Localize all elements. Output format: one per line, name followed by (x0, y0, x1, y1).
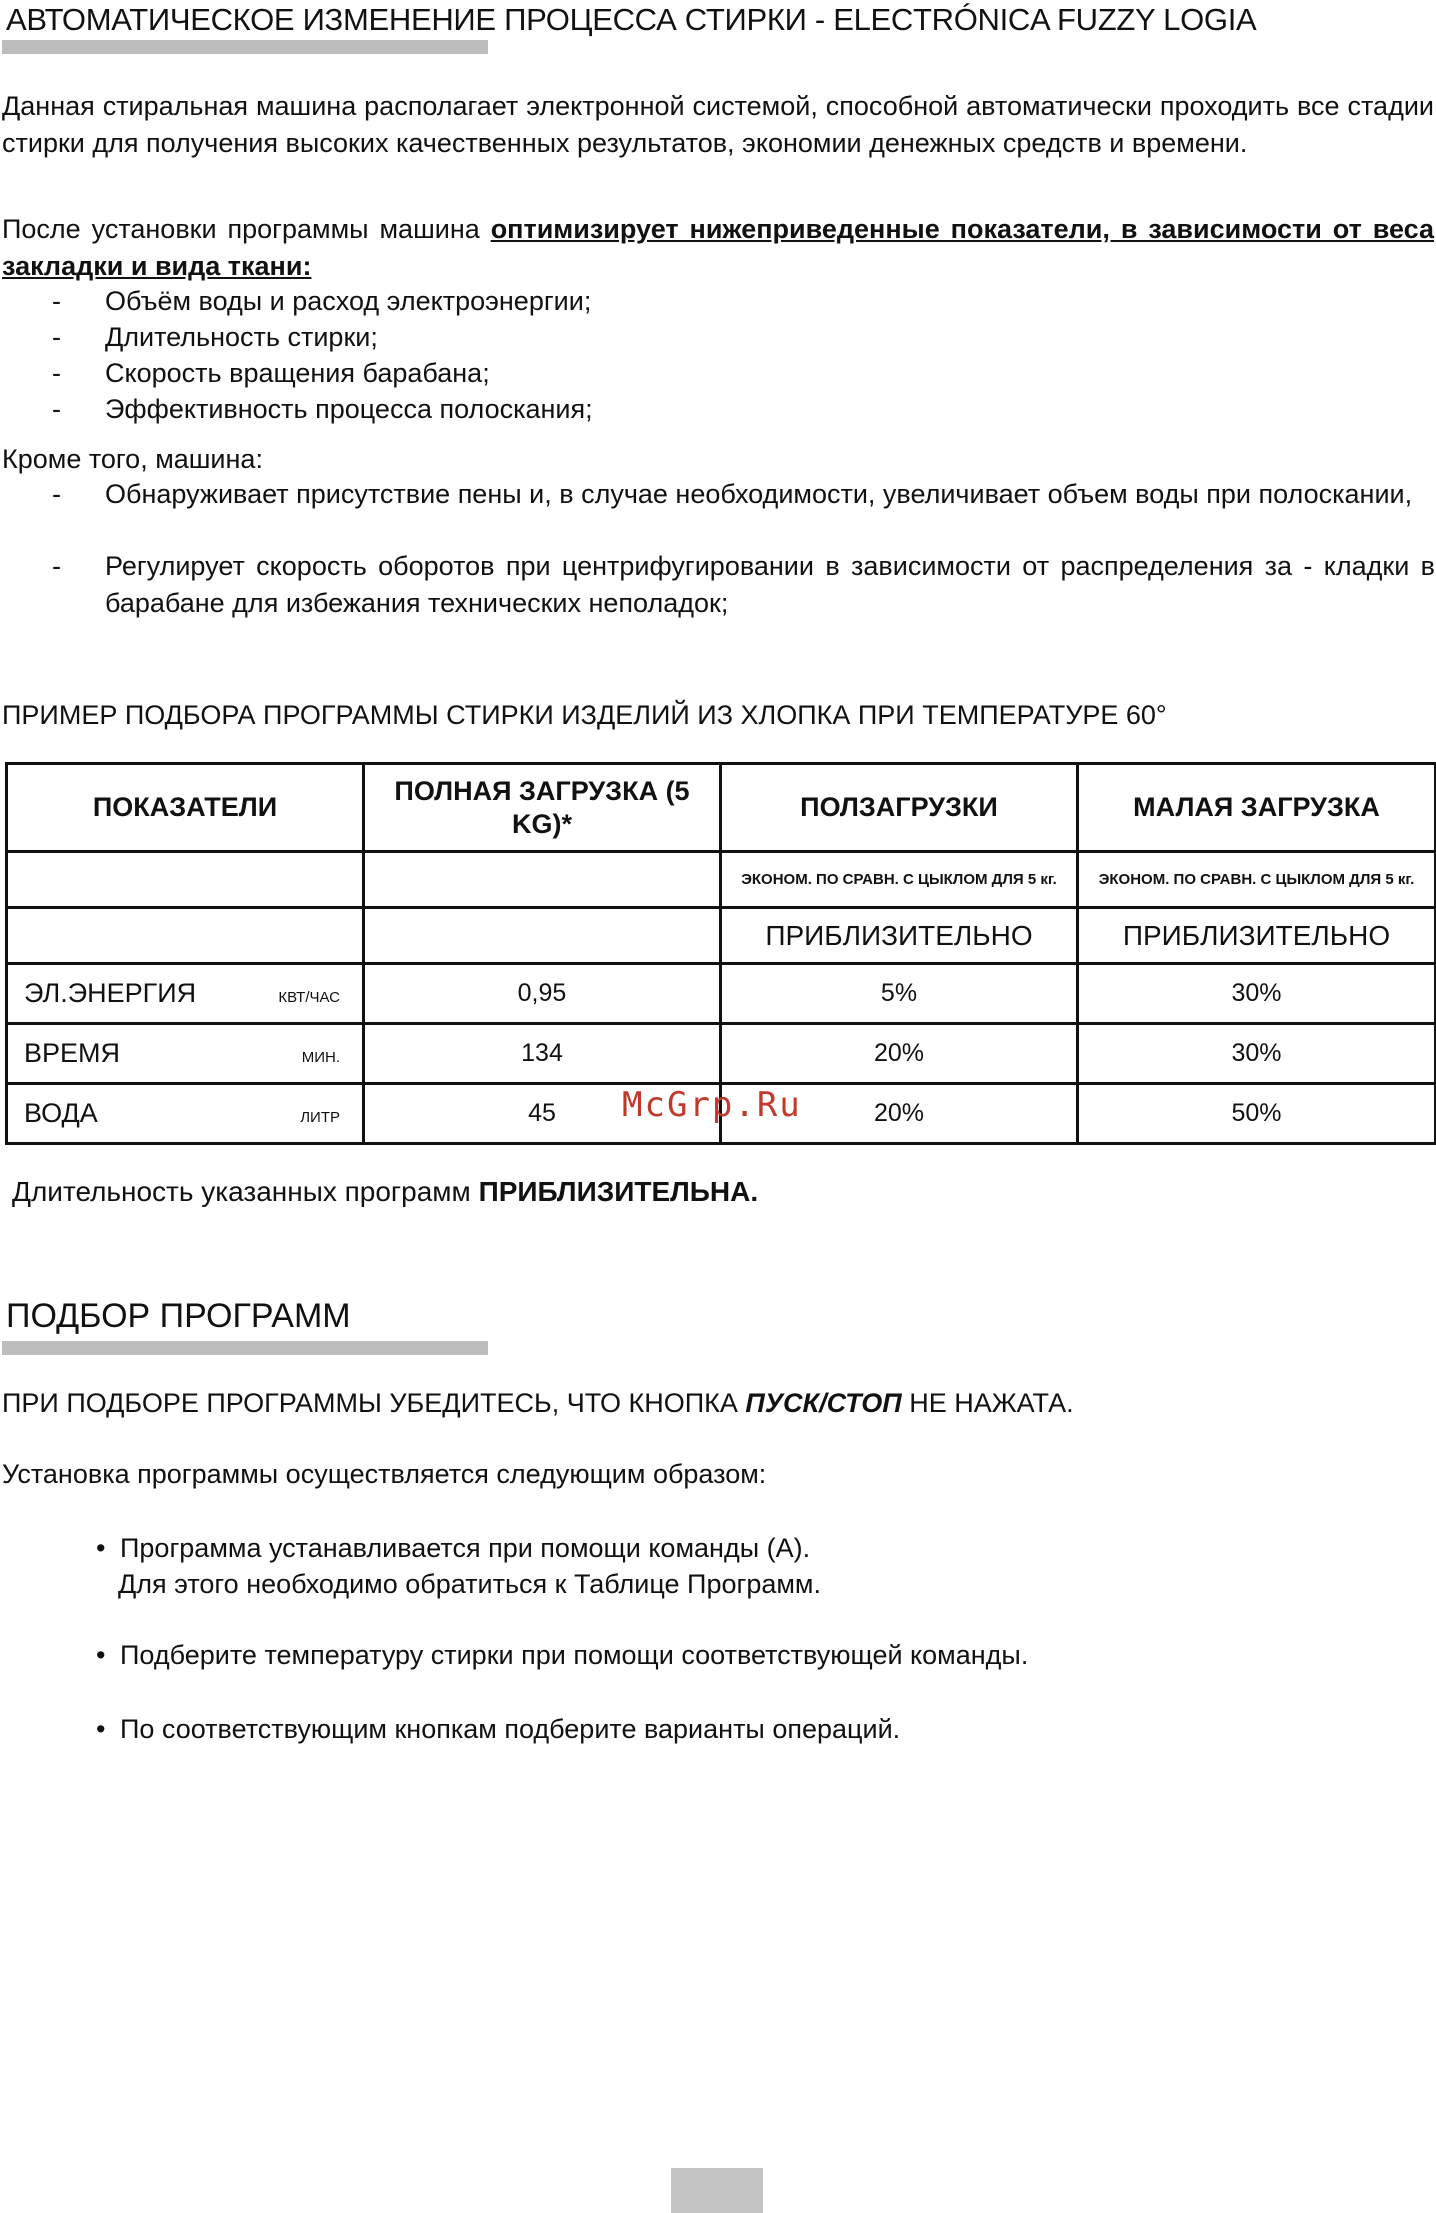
heading-underline-bar (2, 1341, 488, 1355)
approx-small: ПРИБЛИЗИТЕЛЬНО (1078, 908, 1436, 964)
duration-note (12, 1176, 758, 1208)
list-dash: - (52, 479, 61, 509)
table-cell (7, 852, 364, 908)
heading-underline-bar (2, 40, 488, 54)
approx-half: ПРИБЛИЗИТЕЛЬНО (721, 908, 1078, 964)
row-unit: КВТ/ЧАС (278, 988, 340, 1006)
bullet-glyph: • (96, 1533, 106, 1563)
list-dash: - (52, 394, 61, 424)
setup-instructions: Установка программы осуществляется следующим образом: (2, 1459, 767, 1489)
econ-note-small: ЭКОНОМ. ПО СРАВН. С ЦЫКЛОМ ДЛЯ 5 кг. (1078, 852, 1436, 908)
bullet-glyph: • (96, 1714, 106, 1744)
row-label-time (7, 1024, 364, 1084)
small-load-value: 30% (1078, 964, 1436, 1024)
table-row (7, 852, 1436, 908)
header-full-load: ПОЛНАЯ ЗАГРУЗКА (5 KG)* (364, 764, 721, 852)
list-item: Регулирует скорость оборотов при центрифугировании в зависимости от распределения за - кладки в барабане для избежания технических неполадок; (105, 551, 1435, 618)
table-header-row (7, 764, 1436, 852)
list-dash: - (52, 358, 61, 388)
bullet-item-continuation: Для этого необходимо обратиться к Таблице Программ. (118, 1569, 821, 1599)
section-heading-fuzzy-logic: АВТОМАТИЧЕСКОЕ ИЗМЕНЕНИЕ ПРОЦЕССА СТИРКИ - ELECTRÓNICA FUZZY LOGIA (6, 2, 1257, 37)
table-cell (7, 908, 364, 964)
warning-text-end: НЕ НАЖАТА. (901, 1388, 1074, 1418)
section-heading-program-selection: ПОДБОР ПРОГРАММ (6, 1297, 351, 1335)
header-half-load: ПОЛЗАГРУЗКИ (721, 764, 1078, 852)
start-stop-button-name: ПУСК/СТОП (745, 1388, 902, 1418)
list-item: Обнаруживает присутствие пены и, в случае необходимости, увеличивает объем воды при полоскании, (105, 479, 1413, 509)
list-dash: - (52, 286, 61, 316)
bullet-item: Программа устанавливается при помощи команды (A). (120, 1533, 811, 1563)
table-cell (364, 852, 721, 908)
table-cell (364, 908, 721, 964)
half-load-value: 5% (721, 964, 1078, 1024)
duration-note-text: Длительность указанных программ (12, 1176, 479, 1207)
also-paragraph: Кроме того, машина: (2, 444, 263, 474)
econ-note-half: ЭКОНОМ. ПО СРАВН. С ЦЫКЛОМ ДЛЯ 5 кг. (721, 852, 1078, 908)
header-small-load: МАЛАЯ ЗАГРУЗКА (1078, 764, 1436, 852)
optimization-emphasis: оптимизирует нижеприведенные показатели, в зависимости от веса закладки и вида ткани: (2, 214, 1435, 281)
header-indicators: ПОКАЗАТЕЛИ (7, 764, 364, 852)
optimization-paragraph (2, 211, 1434, 285)
list-dash: - (52, 551, 61, 581)
row-label-text: ВОДА (24, 1098, 98, 1128)
full-load-value: 0,95 (364, 964, 721, 1024)
start-stop-warning (2, 1388, 1074, 1419)
row-unit: ЛИТР (300, 1108, 340, 1126)
half-load-value: 20% (721, 1024, 1078, 1084)
full-load-value: 45 (364, 1084, 721, 1144)
optimization-text: После установки программы машина (2, 214, 491, 244)
half-load-value: 20% (721, 1084, 1078, 1144)
row-unit: МИН. (301, 1048, 340, 1066)
list-item: Эффективность процесса полоскания; (105, 394, 593, 424)
intro-paragraph: Данная стиральная машина располагает электронной системой, способной автоматически проходить все стадии стирки для получения высоких качественных результатов, экономии денежных средств и времени. (2, 91, 1434, 158)
row-label-text: ЭЛ.ЭНЕРГИЯ (24, 978, 197, 1008)
small-load-value: 50% (1078, 1084, 1436, 1144)
bullet-glyph: • (96, 1640, 106, 1670)
row-label-water (7, 1084, 364, 1144)
row-label-energy (7, 964, 364, 1024)
warning-text: ПРИ ПОДБОРЕ ПРОГРАММЫ УБЕДИТЕСЬ, ЧТО КНОПКА (2, 1388, 746, 1418)
table-row (7, 908, 1436, 964)
small-load-value: 30% (1078, 1024, 1436, 1084)
list-item: Длительность стирки; (105, 322, 378, 352)
table-caption: ПРИМЕР ПОДБОРА ПРОГРАММЫ СТИРКИ ИЗДЕЛИЙ ИЗ ХЛОПКА ПРИ ТЕМПЕРАТУРЕ 60° (2, 700, 1167, 730)
list-item: Объём воды и расход электроэнергии; (105, 286, 592, 316)
full-load-value: 134 (364, 1024, 721, 1084)
watermark: McGrp.Ru (622, 1085, 802, 1125)
table-row (7, 964, 1436, 1024)
row-label-text: ВРЕМЯ (24, 1038, 121, 1068)
duration-note-bold: ПРИБЛИЗИТЕЛЬНА. (478, 1176, 759, 1207)
list-item: Скорость вращения барабана; (105, 358, 490, 388)
page-number-box (671, 2168, 763, 2213)
list-dash: - (52, 322, 61, 352)
bullet-item: По соответствующим кнопкам подберите варианты операций. (120, 1714, 901, 1744)
bullet-item: Подберите температуру стирки при помощи соответствующей команды. (120, 1640, 1029, 1670)
table-row (7, 1024, 1436, 1084)
